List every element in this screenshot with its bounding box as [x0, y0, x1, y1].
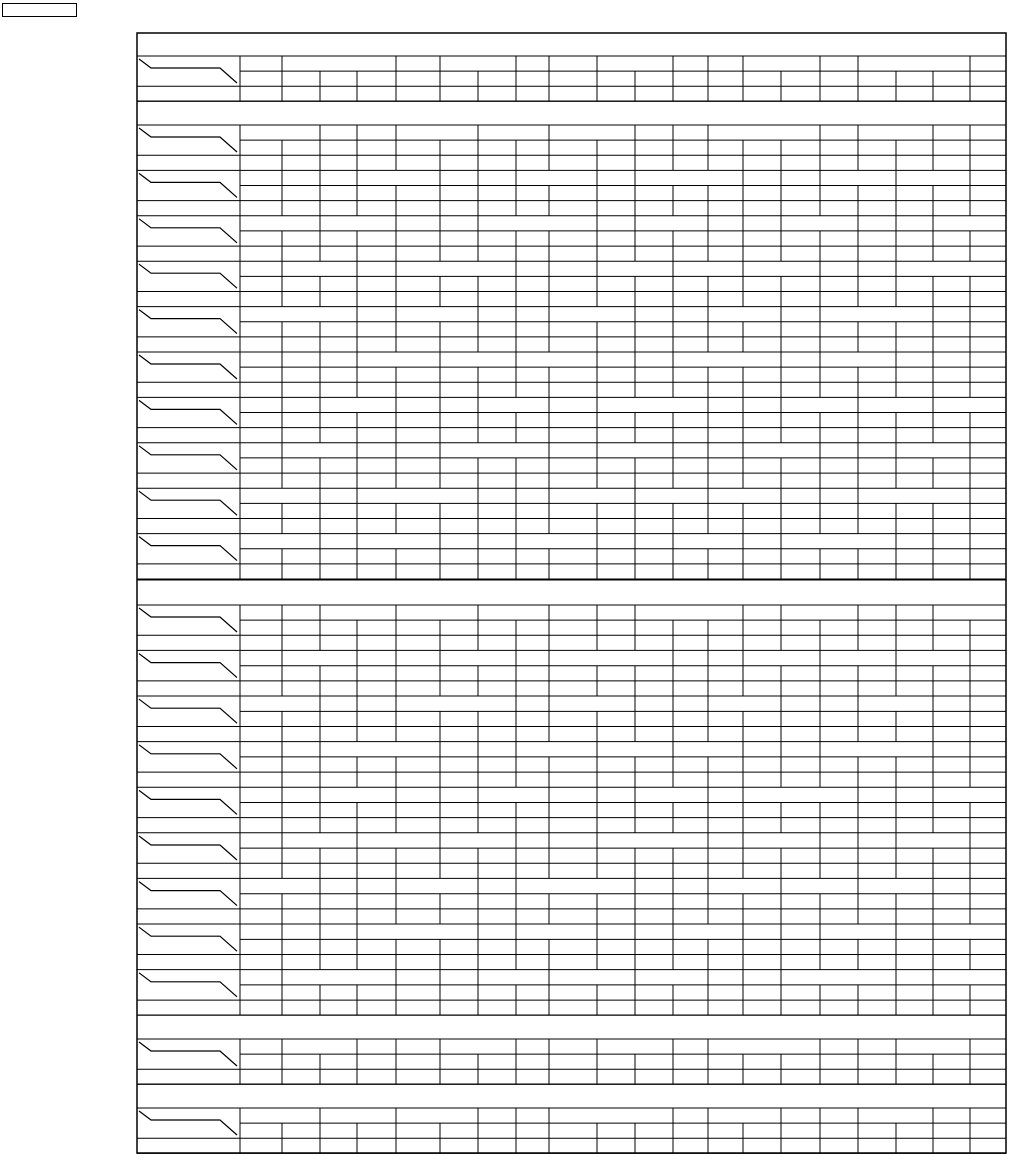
diagonal-header-slash	[139, 745, 237, 769]
diagonal-header-slash	[139, 882, 237, 906]
diagonal-header-slash	[139, 537, 237, 561]
diagonal-header-slash	[139, 128, 237, 152]
diagonal-header-slash	[139, 927, 237, 951]
diagonal-header-slash	[139, 491, 237, 515]
diagonal-header-slash	[139, 173, 237, 197]
diagonal-header-slash	[139, 310, 237, 334]
diagonal-header-slash	[139, 608, 237, 632]
diagonal-header-slash	[139, 59, 237, 83]
diagonal-header-slash	[139, 973, 237, 997]
diagonal-header-slash	[139, 264, 237, 288]
diagonal-header-slash	[139, 1042, 237, 1066]
diagonal-header-slash	[139, 654, 237, 678]
diagonal-header-slash	[139, 219, 237, 243]
diagonal-header-slash	[139, 790, 237, 814]
diagonal-header-slash	[139, 400, 237, 424]
diagonal-header-slash	[139, 699, 237, 723]
diagonal-header-slash	[139, 1111, 237, 1135]
diagonal-header-slash	[139, 355, 237, 379]
diagonal-header-slash	[139, 836, 237, 860]
diagonal-header-slash	[139, 446, 237, 470]
